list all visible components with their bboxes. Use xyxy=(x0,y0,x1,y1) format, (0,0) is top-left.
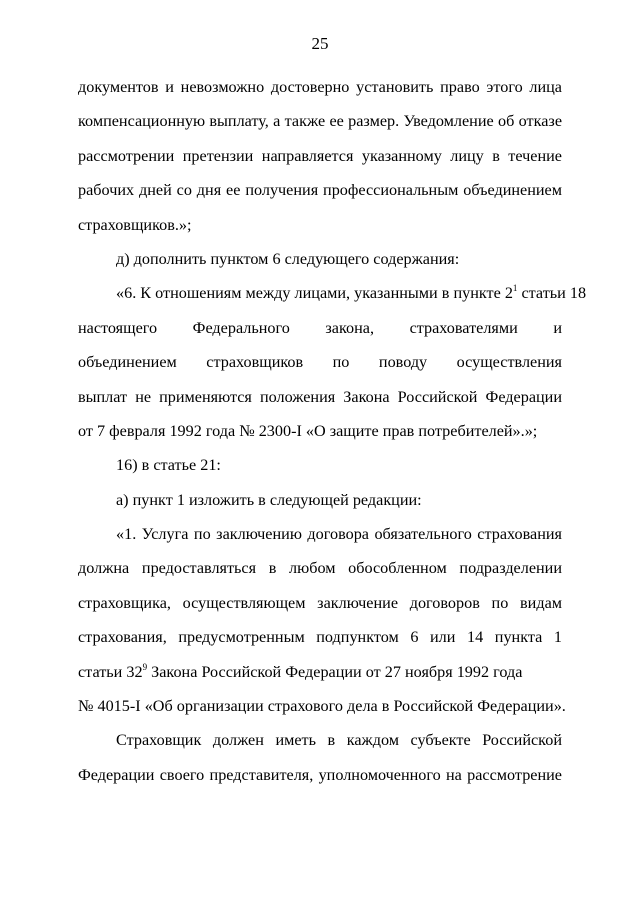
text-line: рассмотрении претензии направляется указанному лицу в течение xyxy=(78,146,562,165)
text-line: документов и невозможно достоверно установить право этого лица xyxy=(78,78,562,96)
text-line xyxy=(78,276,587,310)
text-line: объединением страховщиков по поводу осуществления xyxy=(78,353,562,372)
text-line: компенсационную выплату, а также ее размер. Уведомление об отказе xyxy=(78,112,562,131)
text-line: рабочих дней со дня ее получения профессиональным объединением xyxy=(78,181,562,200)
text-span: «6. К отношениям между лицами, указанными в пункте 2 xyxy=(116,284,513,303)
text-line: страхования, предусмотренным подпунктом 6 или 14 пункта 1 xyxy=(78,628,562,647)
text-line: страховщика, осуществляющем заключение договоров по видам xyxy=(78,593,562,612)
superscript: 9 xyxy=(142,661,148,672)
text-line: должна предоставляться в любом обособленном подразделении xyxy=(78,559,562,578)
text-span: статьи 32 xyxy=(78,662,143,681)
text-line: «1. Услуга по заключению договора обязательного страхования xyxy=(116,525,562,544)
text-span: статьи 18 xyxy=(517,284,587,303)
text-span: Закона Российской Федерации от 27 ноября 1992 года xyxy=(147,662,523,681)
superscript: 1 xyxy=(512,283,518,294)
text-line: № 4015-I «Об организации страхового дела в Российской Федерации». xyxy=(78,697,566,716)
text-line: д) дополнить пунктом 6 следующего содержания: xyxy=(116,249,460,268)
text-line: Федерации своего представителя, уполномоченного на рассмотрение xyxy=(78,765,562,784)
page-number: 25 xyxy=(311,34,329,53)
text-line: выплат не применяются положения Закона Российской Федерации xyxy=(78,387,562,406)
text-line: настоящего Федерального закона, страхователями и xyxy=(78,318,562,337)
text-line xyxy=(78,655,562,689)
text-line: от 7 февраля 1992 года № 2300-I «О защите прав потребителей».»; xyxy=(78,421,538,440)
text-line: 16) в статье 21: xyxy=(116,456,221,475)
text-line: а) пункт 1 изложить в следующей редакции: xyxy=(116,490,422,509)
text-line: страховщиков.»; xyxy=(78,215,192,234)
text-line: Страховщик должен иметь в каждом субъекте Российской xyxy=(116,731,562,750)
document-body xyxy=(78,70,587,792)
